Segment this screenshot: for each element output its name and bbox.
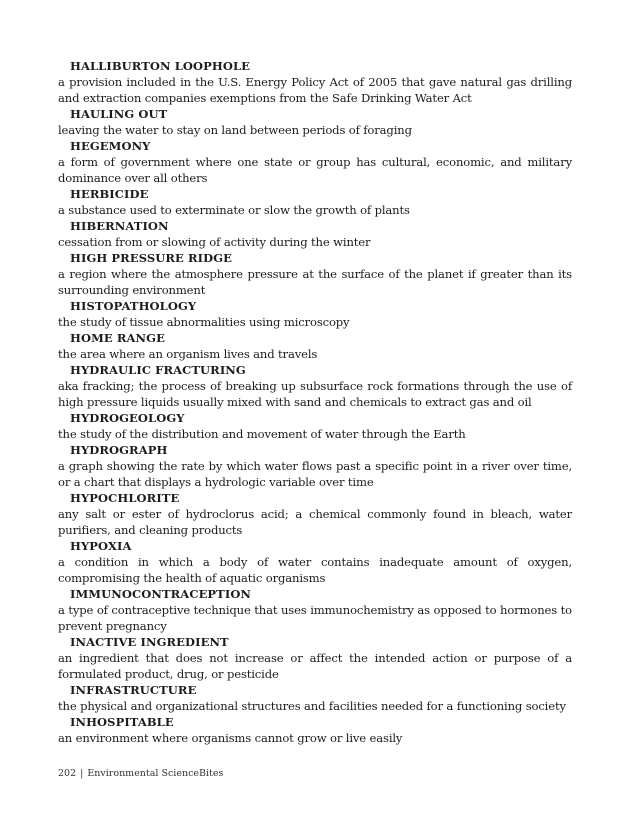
glossary-term: INFRASTRUCTURE xyxy=(70,683,197,697)
glossary-term: HAULING OUT xyxy=(70,107,168,121)
glossary-definition: the area where an organism lives and travels xyxy=(58,347,318,361)
glossary-term: INACTIVE INGREDIENT xyxy=(70,635,229,649)
glossary-definition: the study of tissue abnormalities using microscopy xyxy=(58,315,350,329)
glossary-entry xyxy=(58,106,572,138)
glossary-entry xyxy=(58,490,572,538)
glossary-definition: a substance used to exterminate or slow the growth of plants xyxy=(58,203,410,217)
glossary-definition: a provision included in the U.S. Energy Policy Act of 2005 that gave natural gas drilling and extraction companies exemptions from the Safe Drinking Water Act xyxy=(58,75,572,105)
glossary-definition: leaving the water to stay on land between periods of foraging xyxy=(58,123,412,137)
glossary-definition: the study of the distribution and movement of water through the Earth xyxy=(58,427,466,441)
glossary-term: HYDRAULIC FRACTURING xyxy=(70,363,246,377)
glossary-definition: a region where the atmosphere pressure at the surface of the planet if greater than its surrounding environment xyxy=(58,267,572,297)
glossary-definition: the physical and organizational structures and facilities needed for a functioning society xyxy=(58,699,566,713)
glossary-entry xyxy=(58,218,572,250)
glossary-definition: a form of government where one state or group has cultural, economic, and military dominance over all others xyxy=(58,155,572,185)
glossary-definition: aka fracking; the process of breaking up subsurface rock formations through the use of high pressure liquids usually mixed with sand and chemicals to extract gas and oil xyxy=(58,379,572,409)
footer-separator: | xyxy=(80,768,84,779)
glossary-term: HEGEMONY xyxy=(70,139,151,153)
glossary-term: HOME RANGE xyxy=(70,331,165,345)
glossary-definition: a type of contraceptive technique that uses immunochemistry as opposed to hormones to prevent pregnancy xyxy=(58,603,572,633)
glossary-entry xyxy=(58,186,572,218)
glossary-term: IMMUNOCONTRACEPTION xyxy=(70,587,252,601)
glossary-definition: a condition in which a body of water contains inadequate amount of oxygen, compromising the health of aquatic organisms xyxy=(58,555,572,585)
glossary-term: HISTOPATHOLOGY xyxy=(70,299,197,313)
glossary-entry xyxy=(58,586,572,634)
glossary-term: HYDROGEOLOGY xyxy=(70,411,185,425)
glossary-term: INHOSPITABLE xyxy=(70,715,174,729)
glossary-term: HERBICIDE xyxy=(70,187,149,201)
page-footer xyxy=(58,768,223,780)
glossary-entry xyxy=(58,442,572,490)
glossary-entry xyxy=(58,634,572,682)
glossary-entry xyxy=(58,714,572,746)
glossary-entry xyxy=(58,538,572,586)
glossary-entry xyxy=(58,410,572,442)
page-number: 202 xyxy=(58,768,77,779)
glossary-list xyxy=(58,58,572,746)
glossary-definition: an ingredient that does not increase or affect the intended action or purpose of a formulated product, drug, or pesticide xyxy=(58,651,572,681)
glossary-term: HIBERNATION xyxy=(70,219,169,233)
book-title: Environmental ScienceBites xyxy=(87,768,224,779)
glossary-entry xyxy=(58,250,572,298)
glossary-term: HYDROGRAPH xyxy=(70,443,168,457)
glossary-term: HYPOCHLORITE xyxy=(70,491,180,505)
glossary-entry xyxy=(58,682,572,714)
glossary-entry xyxy=(58,362,572,410)
glossary-term: HIGH PRESSURE RIDGE xyxy=(70,251,233,265)
glossary-entry xyxy=(58,138,572,186)
glossary-definition: an environment where organisms cannot grow or live easily xyxy=(58,731,403,745)
glossary-term: HALLIBURTON LOOPHOLE xyxy=(70,59,251,73)
glossary-definition: a graph showing the rate by which water flows past a specific point in a river over time, or a chart that displays a hydrologic variable over time xyxy=(58,459,572,489)
glossary-definition: cessation from or slowing of activity during the winter xyxy=(58,235,371,249)
glossary-entry xyxy=(58,58,572,106)
glossary-definition: any salt or ester of hydroclorus acid; a chemical commonly found in bleach, water purifiers, and cleaning products xyxy=(58,507,572,537)
glossary-entry xyxy=(58,298,572,330)
glossary-entry xyxy=(58,330,572,362)
glossary-term: HYPOXIA xyxy=(70,539,132,553)
